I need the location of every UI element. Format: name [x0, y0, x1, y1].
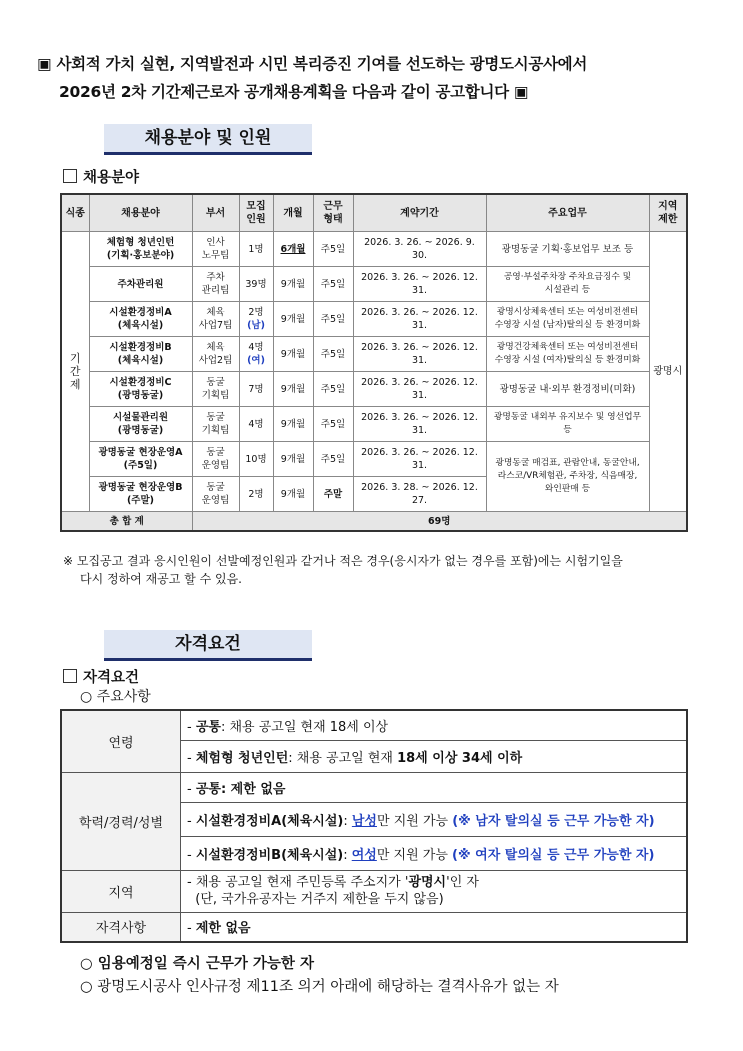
section-heading-text: 채용분야 [83, 170, 140, 186]
table-total-row [61, 512, 687, 532]
edu-a-sep: : [343, 813, 352, 829]
edu-a-gender: 남성 [351, 813, 377, 829]
period-cell: 2026. 3. 26. ~ 2026. 12. 31. [353, 372, 486, 407]
field-cell: 시설물관리원 (광명동굴) [89, 407, 192, 442]
age-intern-key: 체험형 청년인턴 [195, 750, 289, 766]
edu-b-mid: 만 지원 가능 [376, 847, 453, 863]
qual-value-text: 제한 없음 [195, 921, 251, 937]
period-cell: 2026. 3. 26. ~ 2026. 12. 31. [353, 267, 486, 302]
dept-cell: 주차 관리팀 [192, 267, 239, 302]
intro-line-2: 2026년 2차 기간제근로자 공개채용계획을 다음과 같이 공고합니다 ▣ [59, 83, 529, 101]
dept-cell: 인사 노무팀 [192, 232, 239, 267]
note-line-2: 다시 정하여 재공고 할 수 있음. [80, 572, 242, 586]
region-cell: 광명시 [649, 232, 687, 512]
field-cell: 체험형 청년인턴 (기획·홍보분야) [89, 232, 192, 267]
count-cell: 10명 [239, 442, 273, 477]
edu-a-mid: 만 지원 가능 [377, 813, 453, 829]
region-line-1-end: '인 자 [446, 875, 479, 890]
duties-cell: 광명건강체육센터 또는 여성비전센터 수영장 시설 (여자)탈의실 등 환경미화 [486, 337, 649, 372]
months-cell: 9개월 [273, 372, 313, 407]
count-gender-note: (여) [247, 355, 265, 366]
age-common: - 공통: 채용 공고일 현재 18세 이상 [181, 710, 688, 740]
recruitment-table [60, 193, 688, 532]
duties-cell: 광명시상체육센터 또는 여성비전센터 수영장 시설 (남자)탈의실 등 환경미화 [486, 302, 649, 337]
table-header-row [61, 194, 687, 232]
table-row [61, 232, 687, 267]
total-label: 총 합 계 [61, 512, 192, 532]
edu-common: - 공통: 제한 없음 [181, 772, 688, 802]
table-row [61, 337, 687, 372]
months-cell: 9개월 [273, 442, 313, 477]
field-cell: 시설환경정비B (체육시설) [89, 337, 192, 372]
worktype-cell: 주5일 [313, 302, 353, 337]
worktype-cell: 주5일 [313, 372, 353, 407]
qualification-table [60, 709, 688, 943]
edu-a-key: 시설환경정비A(체육시설) [195, 813, 344, 829]
count-cell: 7명 [239, 372, 273, 407]
edu-common-key: 공통 [195, 781, 221, 797]
edu-b-key: 시설환경정비B(체육시설) [195, 847, 344, 863]
bullet-text: 임용예정일 즉시 근무가 가능한 자 [97, 956, 314, 972]
table-row [61, 710, 687, 740]
header-duties: 주요업무 [486, 194, 649, 232]
edu-b-note: (※ 여자 탈의실 등 근무 가능한 자) [452, 847, 655, 863]
edu-a-note: (※ 남자 탈의실 등 근무 가능한 자) [452, 813, 655, 829]
edu-label: 학력/경력/성별 [61, 772, 181, 870]
worktype-cell: 주5일 [313, 442, 353, 477]
header-worktype: 근무 형태 [313, 194, 353, 232]
dept-cell: 체육 사업7팀 [192, 302, 239, 337]
field-cell: 주차관리원 [89, 267, 192, 302]
field-cell: 시설환경정비C (광명동굴) [89, 372, 192, 407]
header-months: 개월 [273, 194, 313, 232]
edu-b: - 시설환경정비B(체육시설): 여성만 지원 가능 (※ 여자 탈의실 등 근무 가능한 자) [181, 836, 688, 870]
edu-b-sep: : [343, 847, 352, 863]
months-cell: 9개월 [273, 302, 313, 337]
section-heading-qualification [63, 666, 139, 687]
dept-cell: 동굴 기획팀 [192, 372, 239, 407]
count-cell: 39명 [239, 267, 273, 302]
period-cell: 2026. 3. 26. ~ 2026. 9. 30. [353, 232, 486, 267]
table-row [61, 870, 687, 912]
edu-b-gender: 여성 [351, 847, 377, 863]
header-region: 지역 제한 [649, 194, 687, 232]
region-label: 지역 [61, 870, 181, 912]
header-period: 계약기간 [353, 194, 486, 232]
checkbox-icon [63, 669, 77, 683]
age-intern: - 체험형 청년인턴: 채용 공고일 현재 18세 이상 34세 이하 [181, 740, 688, 772]
table-row [61, 372, 687, 407]
worktype-cell: 주5일 [313, 407, 353, 442]
bullet-text: 광명도시공사 인사규정 제11조 의거 아래에 해당하는 결격사유가 없는 자 [97, 979, 559, 995]
qual-label: 자격사항 [61, 912, 181, 942]
header-count: 모집 인원 [239, 194, 273, 232]
duties-cell-merged: 광명동굴 매검표, 관람안내, 동굴안내, 라스코/VR체험관, 주차장, 식음매장, 와인판매 등 [486, 442, 649, 512]
duties-cell: 광명동굴 내외부 유지보수 및 영선업무 등 [486, 407, 649, 442]
region-line-1: - 채용 공고일 현재 주민등록 주소지가 ' [187, 875, 409, 890]
months-cell: 9개월 [273, 407, 313, 442]
count-gender-note: (남) [247, 320, 265, 331]
period-cell: 2026. 3. 26. ~ 2026. 12. 31. [353, 442, 486, 477]
sub-heading-text: 주요사항 [96, 689, 151, 705]
intro-line-1: ▣ 사회적 가치 실현, 지역발전과 시민 복리증진 기여를 선도하는 광명도시공사에서 [37, 55, 588, 73]
months-cell: 9개월 [273, 477, 313, 512]
field-cell: 시설환경정비A (체육시설) [89, 302, 192, 337]
dept-cell: 동굴 운영팀 [192, 442, 239, 477]
section-heading-text: 자격요건 [83, 670, 140, 686]
months-cell: 9개월 [273, 337, 313, 372]
bullet-immediate-work [80, 952, 314, 973]
table-row [61, 407, 687, 442]
section-heading-recruitment [63, 166, 139, 187]
qual-value: - 제한 없음 [181, 912, 688, 942]
table-row [61, 442, 687, 477]
note-line-1: ※ 모집공고 결과 응시인원이 선발예정인원과 같거나 적은 경우(응시자가 없는 경우를 포함)에는 시험기일을 [63, 554, 623, 568]
circle-bullet-icon: ○ [80, 956, 98, 972]
region-line-2: (단, 국가유공자는 거주지 제한을 두지 않음) [195, 892, 444, 907]
dept-cell: 체육 사업2팀 [192, 337, 239, 372]
table-row [61, 772, 687, 802]
duties-cell: 광명동굴 기획·홍보업무 보조 등 [486, 232, 649, 267]
sub-heading-main [80, 686, 151, 706]
duties-cell: 공영·부설주차장 주차요금징수 및 시설관리 등 [486, 267, 649, 302]
age-common-value: : 채용 공고일 현재 18세 이상 [220, 719, 389, 735]
region-city: 광명시 [408, 875, 447, 890]
age-label: 연령 [61, 710, 181, 772]
edu-common-value: : 제한 없음 [220, 781, 286, 797]
worktype-cell: 주말 [313, 477, 353, 512]
recruitment-note [63, 552, 703, 588]
table-row [61, 267, 687, 302]
count-value: 4명 [248, 342, 264, 353]
header-dept: 부서 [192, 194, 239, 232]
checkbox-icon [63, 169, 77, 183]
category-cell: 기 간 제 [61, 232, 89, 512]
count-value: 2명 [248, 307, 264, 318]
bullet-disqualification [80, 975, 559, 996]
period-cell: 2026. 3. 26. ~ 2026. 12. 31. [353, 337, 486, 372]
period-cell: 2026. 3. 26. ~ 2026. 12. 31. [353, 302, 486, 337]
duties-cell: 광명동굴 내·외부 환경정비(미화) [486, 372, 649, 407]
count-cell: 4명 [239, 407, 273, 442]
age-common-key: 공통 [195, 719, 221, 735]
total-value: 69명 [192, 512, 687, 532]
header-field: 채용분야 [89, 194, 192, 232]
months-cell: 9개월 [273, 267, 313, 302]
header-category: 식종 [61, 194, 89, 232]
worktype-cell: 주5일 [313, 232, 353, 267]
count-cell: 1명 [239, 232, 273, 267]
field-cell: 광명동굴 현장운영A (주5일) [89, 442, 192, 477]
age-intern-range: 18세 이상 34세 이하 [397, 750, 523, 766]
circle-bullet-icon: ○ [80, 689, 97, 705]
worktype-cell: 주5일 [313, 267, 353, 302]
intro-text [37, 50, 717, 106]
table-row [61, 302, 687, 337]
worktype-cell: 주5일 [313, 337, 353, 372]
period-cell: 2026. 3. 28. ~ 2026. 12. 27. [353, 477, 486, 512]
circle-bullet-icon: ○ [80, 979, 98, 995]
region-value [181, 870, 688, 912]
months-cell: 6개월 [273, 232, 313, 267]
dept-cell: 동굴 기획팀 [192, 407, 239, 442]
period-cell: 2026. 3. 26. ~ 2026. 12. 31. [353, 407, 486, 442]
age-intern-value: : 채용 공고일 현재 [288, 750, 398, 766]
dept-cell: 동굴 운영팀 [192, 477, 239, 512]
field-cell: 광명동굴 현장운영B (주말) [89, 477, 192, 512]
count-cell [239, 337, 273, 372]
table-row [61, 912, 687, 942]
count-cell [239, 302, 273, 337]
count-cell: 2명 [239, 477, 273, 512]
section-banner-qualification: 자격요건 [104, 630, 312, 661]
edu-a: - 시설환경정비A(체육시설): 남성만 지원 가능 (※ 남자 탈의실 등 근무 가능한 자) [181, 802, 688, 836]
section-banner-recruitment: 채용분야 및 인원 [104, 124, 312, 155]
